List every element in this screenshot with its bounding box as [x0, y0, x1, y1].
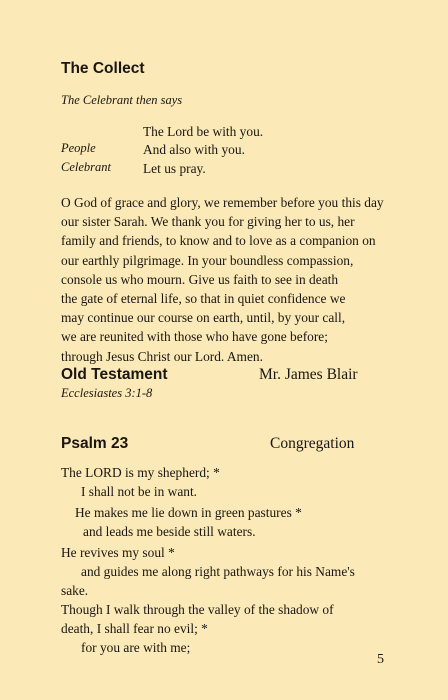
collect-heading: The Collect: [61, 60, 145, 77]
psalm-line: The LORD is my shepherd; *: [61, 465, 220, 480]
prayer-line: we are reunited with those who have gone before;: [61, 329, 328, 345]
psalm-reader: Congregation: [270, 435, 355, 452]
collect-rubric: The Celebrant then says: [61, 93, 183, 107]
prayer-line: the gate of eternal life, so that in quiet confidence we: [61, 291, 346, 307]
page-number: 5: [377, 652, 384, 667]
prayer-line: our sister Sarah. We thank you for giving her to us, her: [61, 214, 355, 230]
psalm-line: death, I shall fear no evil; *: [61, 621, 208, 637]
old-testament-reference: Ecclesiastes 3:1-8: [61, 386, 153, 400]
dialogue-role-people: People: [61, 141, 96, 155]
prayer-line: our earthly pilgrimage. In your boundless compassion,: [61, 252, 354, 268]
psalm-verse-1: [61, 463, 401, 501]
prayer-line: console us who mourn. Give us faith to see in death: [61, 271, 339, 287]
psalm-line: He revives my soul *: [61, 545, 175, 560]
psalm-line: for you are with me;: [81, 640, 191, 656]
psalm-line: and guides me along right pathways for his Name's: [81, 564, 355, 580]
psalm-heading: Psalm 23: [61, 435, 129, 452]
dialogue-line-1: The Lord be with you.: [143, 124, 264, 139]
prayer-line: may continue our course on earth, until, by your call,: [61, 310, 346, 326]
psalm-line: sake.: [61, 583, 89, 599]
dialogue-line-2: And also with you.: [143, 142, 245, 157]
dialogue-role-celebrant: Celebrant: [61, 160, 111, 174]
psalm-line: He makes me lie down in green pastures *: [75, 505, 302, 520]
old-testament-reader: Mr. James Blair: [259, 366, 358, 383]
collect-prayer: [61, 193, 401, 366]
old-testament-heading: Old Testament: [61, 366, 168, 383]
prayer-line: family and friends, to know and to love as a companion on: [61, 233, 376, 249]
prayer-line: through Jesus Christ our Lord. Amen.: [61, 348, 263, 364]
prayer-line: O God of grace and glory, we remember before you this day: [61, 195, 384, 210]
psalm-line: Though I walk through the valley of the shadow of: [61, 602, 334, 617]
psalm-verse-3: [61, 543, 401, 601]
dialogue-line-3: Let us pray.: [143, 161, 206, 176]
psalm-line: and leads me beside still waters.: [83, 524, 256, 540]
psalm-line: I shall not be in want.: [81, 484, 198, 500]
psalm-verse-4: [61, 600, 401, 658]
psalm-verse-2: [61, 503, 415, 541]
